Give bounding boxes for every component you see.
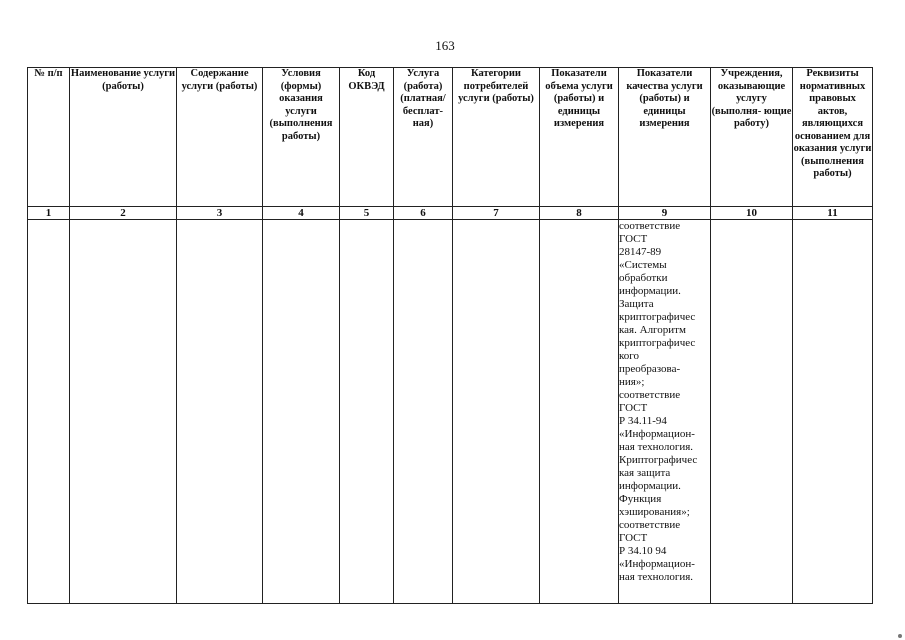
col-number-10: 10 [711, 207, 793, 220]
quality-indicator-line: Защита [619, 298, 654, 310]
quality-indicator-line: криптографичес [619, 311, 696, 323]
quality-indicator-line: ГОСТ [619, 532, 648, 544]
header-col-10: Учреждения, оказывающие услугу (выполня- ющие работу) [711, 68, 793, 207]
cell-col-10 [711, 220, 793, 604]
quality-indicator-line: соответствие [619, 220, 681, 232]
quality-indicator-line: преобразова- [619, 363, 681, 375]
quality-indicator-line: Криптографичес [619, 454, 698, 466]
quality-indicators-text [619, 220, 710, 584]
header-col-3: Содержание услуги (работы) [177, 68, 263, 207]
quality-indicator-line: Р 34.11-94 [619, 415, 667, 427]
header-col-4: Условия (формы) оказания услуги (выполнения работы) [263, 68, 340, 207]
quality-indicator-line: Функция [619, 493, 662, 505]
quality-indicator-line: ГОСТ [619, 233, 648, 245]
quality-indicator-line: кого [619, 350, 640, 362]
cell-col-9-quality-indicators [619, 220, 711, 604]
col-number-6: 6 [394, 207, 453, 220]
col-number-2: 2 [70, 207, 177, 220]
col-number-8: 8 [540, 207, 619, 220]
cell-col-1 [28, 220, 70, 604]
quality-indicator-line: обработки [619, 272, 668, 284]
col-number-7: 7 [453, 207, 540, 220]
cell-col-3 [177, 220, 263, 604]
cell-col-4 [263, 220, 340, 604]
quality-indicator-line: ная технология. [619, 571, 694, 583]
header-col-11: Реквизиты нормативных правовых актов, являющихся основанием для оказания услуги (выполнения работы) [793, 68, 873, 207]
quality-indicator-line: ГОСТ [619, 402, 648, 414]
header-col-2: Наименование услуги (работы) [70, 68, 177, 207]
col-number-1: 1 [28, 207, 70, 220]
quality-indicator-line: 28147-89 [619, 246, 662, 258]
page-number: 163 [435, 38, 455, 53]
quality-indicator-line: Р 34.10 94 [619, 545, 667, 557]
quality-indicator-line: «Информацион- [619, 558, 695, 570]
cell-col-6 [394, 220, 453, 604]
col-number-11: 11 [793, 207, 873, 220]
col-number-5: 5 [340, 207, 394, 220]
header-col-5: Код ОКВЭД [340, 68, 394, 207]
header-col-9: Показатели качества услуги (работы) и единицы измерения [619, 68, 711, 207]
cell-col-7 [453, 220, 540, 604]
quality-indicator-line: кая защита [619, 467, 671, 479]
quality-indicator-line: криптографичес [619, 337, 696, 349]
quality-indicator-line: ная технология. [619, 441, 694, 453]
quality-indicator-line: соответствие [619, 389, 681, 401]
header-col-7: Категории потребителей услуги (работы) [453, 68, 540, 207]
quality-indicator-line: информации. [619, 480, 681, 492]
data-row [28, 220, 873, 604]
cell-col-8 [540, 220, 619, 604]
services-register-table [27, 67, 873, 604]
column-number-row [28, 207, 873, 220]
header-col-1: № п/п [28, 68, 70, 207]
scan-mark [898, 634, 902, 638]
quality-indicator-line: «Информацион- [619, 428, 695, 440]
header-col-6: Услуга (работа) (платная/ бесплат- ная) [394, 68, 453, 207]
quality-indicator-line: кая. Алгоритм [619, 324, 686, 336]
col-number-3: 3 [177, 207, 263, 220]
cell-col-2 [70, 220, 177, 604]
quality-indicator-line: информации. [619, 285, 681, 297]
header-col-8: Показатели объема услуги (работы) и единицы измерения [540, 68, 619, 207]
cell-col-11 [793, 220, 873, 604]
col-number-4: 4 [263, 207, 340, 220]
header-row [28, 68, 873, 207]
cell-col-5 [340, 220, 394, 604]
quality-indicator-line: соответствие [619, 519, 681, 531]
quality-indicator-line: хэширования»; [619, 506, 690, 518]
col-number-9: 9 [619, 207, 711, 220]
quality-indicator-line: «Системы [619, 259, 667, 271]
quality-indicator-line: ния»; [619, 376, 645, 388]
